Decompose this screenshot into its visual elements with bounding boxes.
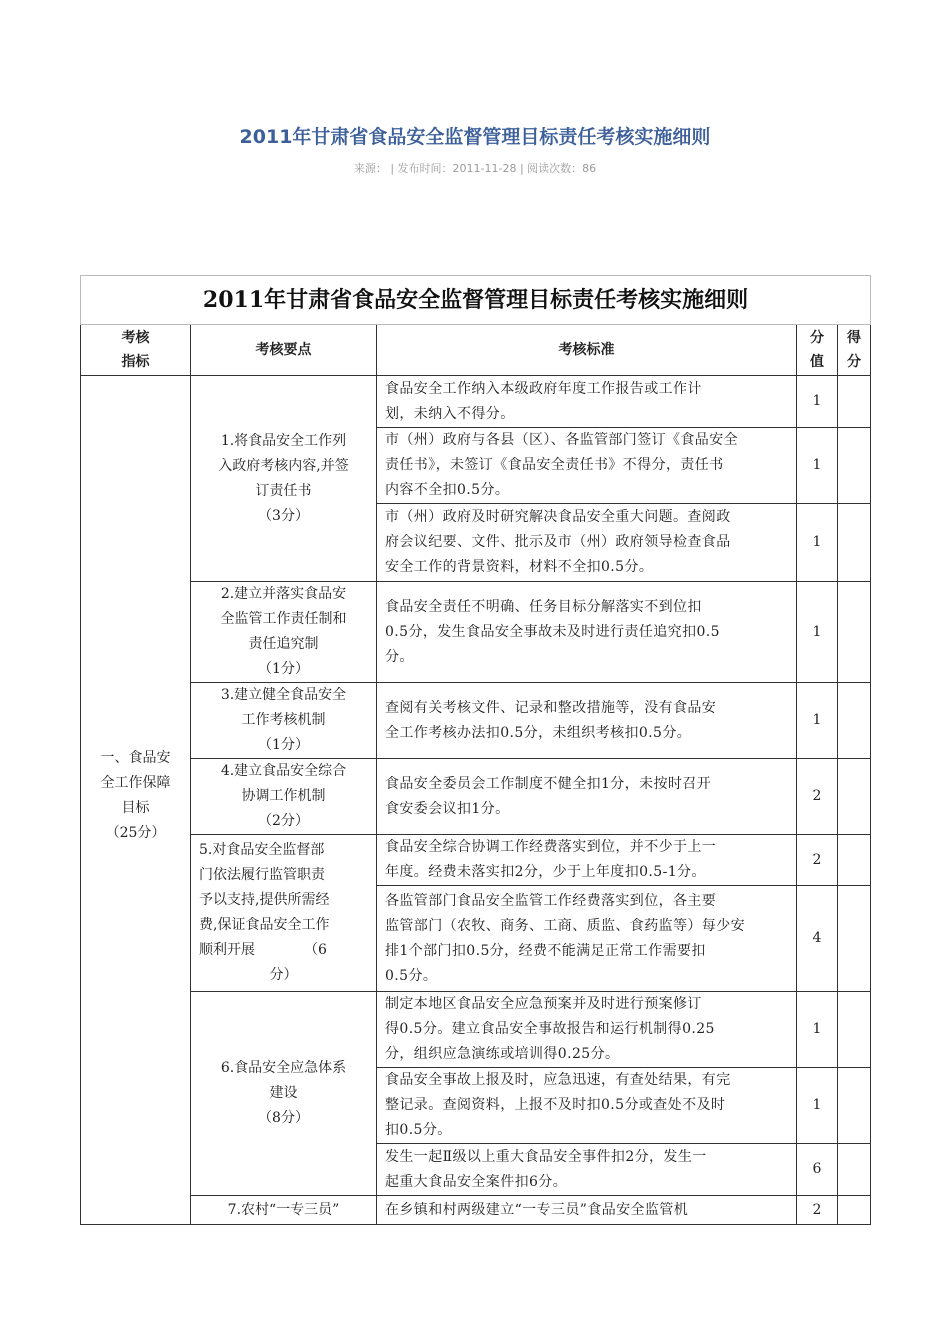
standard-cell: 市（州）政府与各县（区）、各监管部门签订《食品安全 责任书》，未签订《食品安全责任书》不得分，责任书 内容不全扣0.5分。 xyxy=(377,428,797,504)
header-indicator: 考核 指标 xyxy=(81,325,191,376)
article-meta: 来源： | 发布时间：2011-11-28 | 阅读次数：86 xyxy=(353,162,597,175)
standard-cell: 发生一起Ⅱ级以上重大食品安全事件扣2分，发生一 起重大食品安全案件扣6分。 xyxy=(377,1144,797,1196)
header-key-points: 考核要点 xyxy=(191,325,377,376)
score-cell: 1 xyxy=(797,504,838,582)
obtained-cell[interactable] xyxy=(838,683,871,759)
obtained-cell[interactable] xyxy=(838,1196,871,1225)
score-cell: 1 xyxy=(797,582,838,683)
standard-cell: 食品安全综合协调工作经费落实到位，并不少于上一 年度。经费未落实扣2分，少于上年度扣0.5-1分。 xyxy=(377,835,797,886)
assessment-table xyxy=(80,275,871,1225)
score-cell: 2 xyxy=(797,1196,838,1225)
key-point-6: 6.食品安全应急体系 建设 （8分） xyxy=(191,992,377,1196)
score-cell: 2 xyxy=(797,835,838,886)
key-point-3: 3.建立健全食品安全 工作考核机制 （1分） xyxy=(191,683,377,759)
score-cell: 1 xyxy=(797,1068,838,1144)
obtained-cell[interactable] xyxy=(838,835,871,886)
standard-cell: 食品安全事故上报及时，应急迅速，有查处结果，有完 整记录。查阅资料，上报不及时扣0.5分或查处不及时 扣0.5分。 xyxy=(377,1068,797,1144)
score-cell: 1 xyxy=(797,376,838,428)
standard-cell: 食品安全责任不明确、任务目标分解落实不到位扣 0.5分，发生食品安全事故未及时进行责任追究扣0.5 分。 xyxy=(377,582,797,683)
score-cell: 4 xyxy=(797,886,838,992)
obtained-cell[interactable] xyxy=(838,376,871,428)
standard-cell: 查阅有关考核文件、记录和整改措施等，没有食品安 全工作考核办法扣0.5分，未组织考核扣0.5分。 xyxy=(377,683,797,759)
key-point-2: 2.建立并落实食品安 全监管工作责任制和 责任追究制 （1分） xyxy=(191,582,377,683)
standard-cell: 制定本地区食品安全应急预案并及时进行预案修订 得0.5分。建立食品安全事故报告和运行机制得0.25 分，组织应急演练或培训得0.25分。 xyxy=(377,992,797,1068)
header-standard: 考核标准 xyxy=(377,325,797,376)
key-point-7: 7.农村“一专三员” xyxy=(191,1196,377,1225)
standard-cell: 食品安全工作纳入本级政府年度工作报告或工作计 划，未纳入不得分。 xyxy=(377,376,797,428)
obtained-cell[interactable] xyxy=(838,504,871,582)
header-obtained: 得 分 xyxy=(838,325,871,376)
obtained-cell[interactable] xyxy=(838,582,871,683)
score-cell: 1 xyxy=(797,992,838,1068)
obtained-cell[interactable] xyxy=(838,428,871,504)
key-point-4: 4.建立食品安全综合 协调工作机制 （2分） xyxy=(191,759,377,835)
obtained-cell[interactable] xyxy=(838,886,871,992)
standard-cell: 在乡镇和村两级建立“一专三员”食品安全监管机 xyxy=(377,1196,797,1225)
standard-cell: 市（州）政府及时研究解决食品安全重大问题。查阅政 府会议纪要、文件、批示及市（州）政府领导检查食品 安全工作的背景资料，材料不全扣0.5分。 xyxy=(377,504,797,582)
page-title: 2011年甘肃省食品安全监督管理目标责任考核实施细则 xyxy=(239,126,711,148)
header-score: 分 值 xyxy=(797,325,838,376)
key-point-1: 1.将食品安全工作列 入政府考核内容,并签 订责任书 （3分） xyxy=(191,376,377,582)
obtained-cell[interactable] xyxy=(838,759,871,835)
obtained-cell[interactable] xyxy=(838,1068,871,1144)
obtained-cell[interactable] xyxy=(838,1144,871,1196)
score-cell: 2 xyxy=(797,759,838,835)
section-label: 一、食品安 全工作保障 目标 （25分） xyxy=(81,376,191,1225)
standard-cell: 各监管部门食品安全监管工作经费落实到位，各主要 监管部门（农牧、商务、工商、质监、食药监等）每少安 排1个部门扣0.5分，经费不能满足正常工作需要扣 0.5分。 xyxy=(377,886,797,992)
obtained-cell[interactable] xyxy=(838,992,871,1068)
standard-cell: 食品安全委员会工作制度不健全扣1分，未按时召开 食安委会议扣1分。 xyxy=(377,759,797,835)
score-cell: 1 xyxy=(797,428,838,504)
table-title: 2011年甘肃省食品安全监督管理目标责任考核实施细则 xyxy=(81,276,871,325)
score-cell: 6 xyxy=(797,1144,838,1196)
score-cell: 1 xyxy=(797,683,838,759)
key-point-5: 5.对食品安全监督部 门依法履行监管职责 予以支持,提供所需经 费,保证食品安全工作 顺利开展 （6 分） xyxy=(191,835,377,992)
